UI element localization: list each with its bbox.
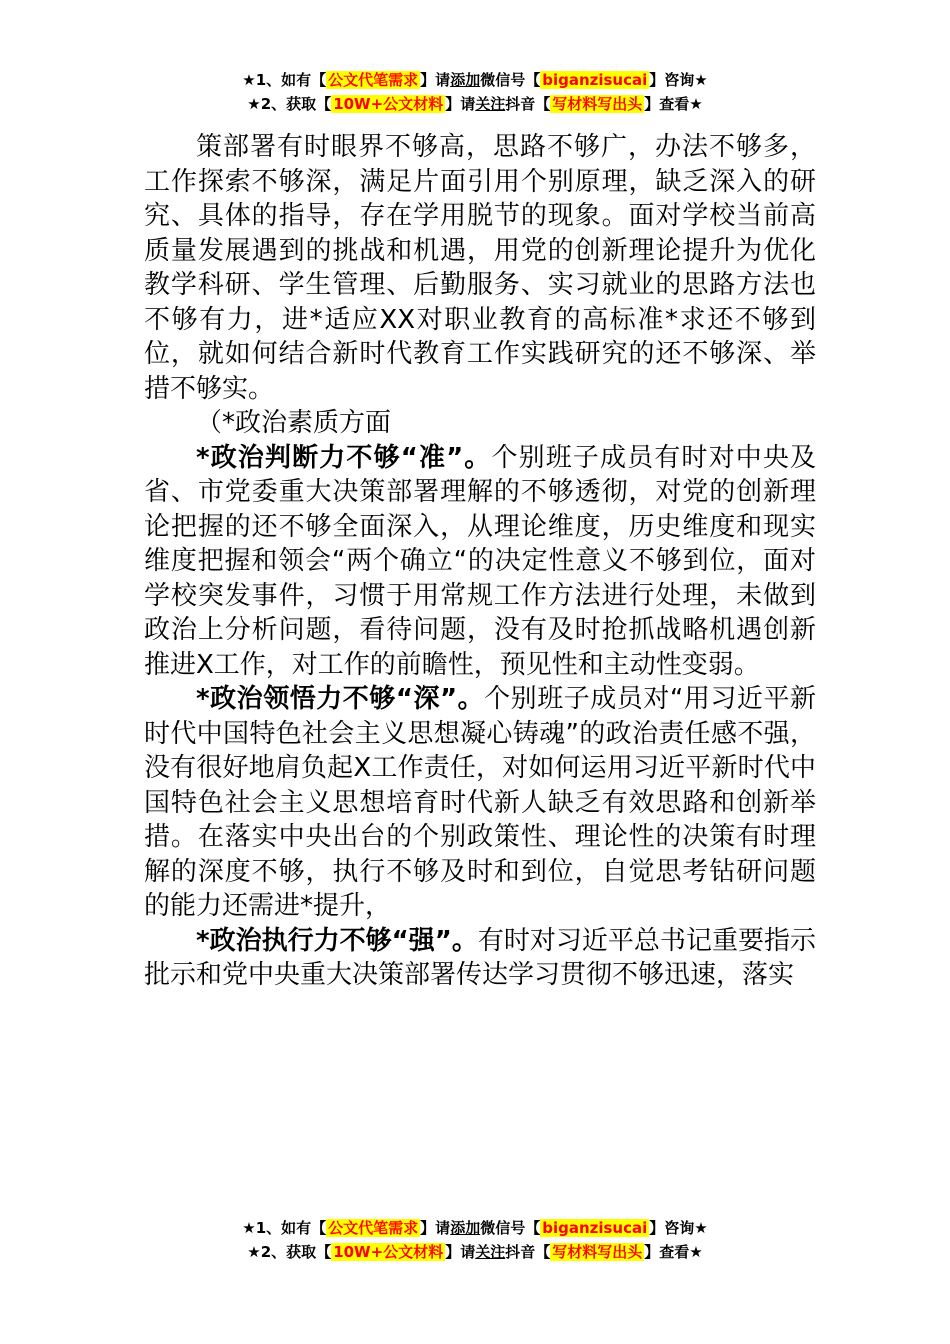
paragraph-5 [144, 924, 816, 993]
banner-text: 】查看★ [644, 1243, 703, 1261]
section-heading: （*政治素质方面 [196, 408, 392, 438]
paragraph-lead: *政治判断力不够“准”。 [196, 442, 492, 473]
paragraph-3 [144, 441, 816, 683]
banner-highlight: 10W+公文材料 [333, 95, 444, 113]
banner-text: 】请 [445, 95, 476, 113]
banner-text: 】请 [445, 1243, 476, 1261]
banner-underline: 添加 [450, 71, 481, 89]
banner-highlight: 公文代笔需求 [328, 71, 419, 89]
paragraph-lead: *政治领悟力不够“深”。 [196, 684, 485, 714]
banner-underline: 关注 [475, 95, 506, 113]
paragraph-1 [144, 130, 816, 406]
banner-text: ★1、如有【 [242, 71, 327, 89]
banner-text: 抖音【 [505, 95, 551, 113]
banner-text: 】咨询★ [649, 71, 708, 89]
banner-text: ★1、如有【 [242, 1219, 327, 1237]
document-body [144, 130, 816, 993]
banner-text: 】请 [420, 1219, 451, 1237]
banner-highlight: 10W+公文材料 [333, 1243, 444, 1261]
banner-line-2 [0, 92, 950, 116]
banner-line-2 [0, 1240, 950, 1264]
footer-banner [0, 1216, 950, 1264]
banner-text: ★2、获取【 [247, 1243, 332, 1261]
banner-highlight-wechat: biganzisucai [542, 1219, 648, 1237]
banner-text: ★2、获取【 [247, 95, 332, 113]
banner-line-1 [0, 68, 950, 92]
banner-text: 】请 [420, 71, 451, 89]
banner-line-1 [0, 1216, 950, 1240]
banner-text: 微信号【 [480, 71, 541, 89]
banner-highlight-douyin: 写材料写出头 [552, 95, 643, 113]
banner-text: 微信号【 [480, 1219, 541, 1237]
banner-highlight-wechat: biganzisucai [542, 71, 648, 89]
header-banner [0, 68, 950, 116]
paragraph-text: 个别班子成员对“用习近平新时代中国特色社会主义思想凝心铸魂”的政治责任感不强，没有很好地肩负起X工作责任，对如何运用习近平新时代中国特色社会主义思想培育时代新人缺乏有效思路和创新举措。在落实中央出台的个别政策性、理论性的决策有时理解的深度不够，执行不够及时和到位，自觉思考钻研问题的能力还需进*提升， [144, 684, 816, 921]
paragraph-2-section-heading [144, 406, 816, 441]
banner-highlight-douyin: 写材料写出头 [552, 1243, 643, 1261]
banner-highlight: 公文代笔需求 [328, 1219, 419, 1237]
banner-text: 】查看★ [644, 95, 703, 113]
banner-underline: 关注 [475, 1243, 506, 1261]
paragraph-text: 策部署有时眼界不够高，思路不够广，办法不够多，工作探索不够深，满足片面引用个别原理，缺乏深入的研究、具体的指导，存在学用脱节的现象。面对学校当前高质量发展遇到的挑战和机遇，用党的创新理论提升为优化教学科研、学生管理、后勤服务、实习就业的思路方法也不够有力，进*适应XX对职业教育的高标准*求还不够到位，就如何结合新时代教育工作实践研究的还不够深、举措不够实。 [144, 132, 816, 404]
banner-text: 】咨询★ [649, 1219, 708, 1237]
banner-underline: 添加 [450, 1219, 481, 1237]
paragraph-4 [144, 682, 816, 924]
paragraph-text: 有时对习近平总书记重要指示批示和党中央重大决策部署传达学习贯彻不够迅速，落实 [144, 925, 816, 990]
paragraph-lead: *政治执行力不够“强”。 [196, 925, 478, 956]
paragraph-text: 个别班子成员有时对中央及省、市党委重大决策部署理解的不够透彻，对党的创新理论把握的还不够全面深入，从理论维度，历史维度和现实维度把握和领会“两个确立“的决定性意义不够到位，面对学校突发事件，习惯于用常规工作方法进行处理，未做到政治上分析问题，看待问题，没有及时抢抓战略机遇创新推进X工作，对工作的前瞻性，预见性和主动性变弱。 [144, 442, 816, 680]
banner-text: 抖音【 [505, 1243, 551, 1261]
